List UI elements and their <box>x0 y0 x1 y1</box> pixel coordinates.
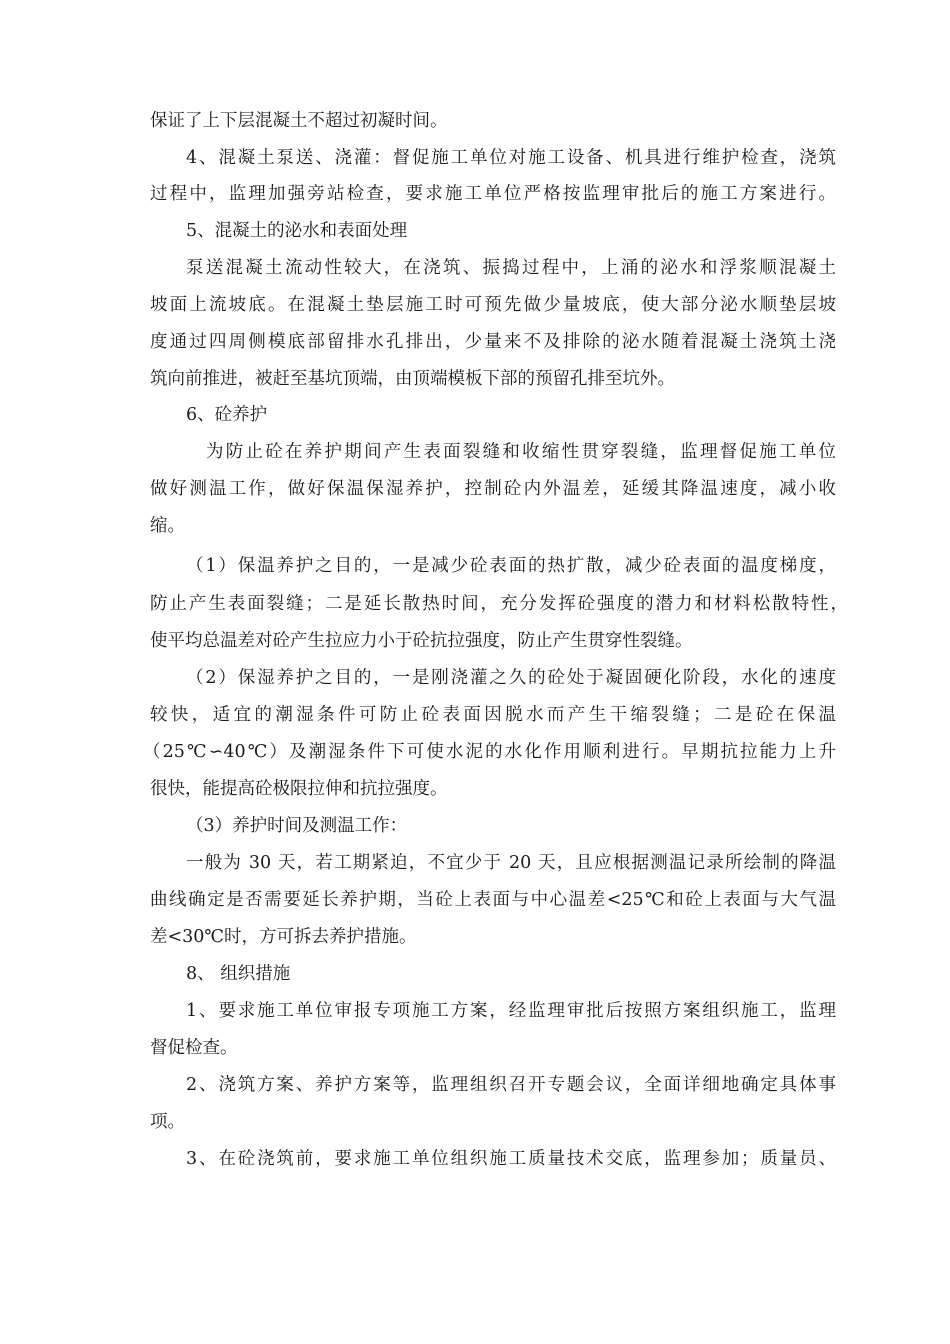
text-line: 保证了上下层混凝土不超过初凝时间。 <box>150 111 448 131</box>
text-line: 缩。 <box>150 516 185 536</box>
text-line: 使平均总温差对砼产生拉应力小于砼抗拉强度，防止产生贯穿性裂缝。 <box>150 631 693 651</box>
text-line: 4、混凝土泵送、浇灌：督促施工单位对施工设备、机具进行维护检查，浇筑 <box>186 148 836 168</box>
text-line: 2、浇筑方案、养护方案等，监理组织召开专题会议，全面详细地确定具体事 <box>186 1075 836 1095</box>
text-line: （2）保湿养护之目的，一是刚浇灌之久的砼处于凝固硬化阶段，水化的速度 <box>186 668 836 688</box>
text-line: 坡面上流坡底。在混凝土垫层施工时可预先做少量坡底，使大部分泌水顺垫层坡 <box>150 295 836 315</box>
text-line: 很快，能提高砼极限拉伸和抗拉强度。 <box>150 779 448 799</box>
section-heading: 8、 组织措施 <box>186 964 291 984</box>
text-line: 泵送混凝土流动性较大，在浇筑、振捣过程中，上涌的泌水和浮浆顺混凝土 <box>186 258 836 278</box>
section-heading: 6、砼养护 <box>186 405 268 425</box>
text-line: 防止产生表面裂缝；二是延长散热时间，充分发挥砼强度的潜力和材料松散特性， <box>150 594 848 614</box>
section-heading: （3）养护时间及测温工作： <box>186 816 408 836</box>
text-line: 过程中，监理加强旁站检查，要求施工单位严格按监理审批后的施工方案进行。 <box>150 184 836 204</box>
text-line: 曲线确定是否需要延长养护期，当砼上表面与中心温差<25℃和砼上表面与大气温 <box>150 890 836 910</box>
text-line: （25℃∽40℃）及潮湿条件下可使水泥的水化作用顺利进行。早期抗拉能力上升 <box>143 742 836 762</box>
text-line: （1）保温养护之目的，一是减少砼表面的热扩散，减少砼表面的温度梯度， <box>186 556 836 576</box>
text-line: 督促检查。 <box>150 1038 238 1058</box>
text-line: 一般为 30 天，若工期紧迫，不宜少于 20 天，且应根据测温记录所绘制的降温 <box>186 853 836 873</box>
section-heading: 5、混凝土的泌水和表面处理 <box>186 221 408 241</box>
text-line: 项。 <box>150 1112 185 1132</box>
text-line: 筑向前推进，被赶至基坑顶端，由顶端模板下部的预留孔排至坑外。 <box>150 369 675 389</box>
text-line: 3、在砼浇筑前，要求施工单位组织施工质量技术交底，监理参加；质量员、 <box>186 1149 836 1169</box>
text-line: 差<30℃时，方可拆去养护措施。 <box>150 927 417 947</box>
text-line: 1、要求施工单位审报专项施工方案，经监理审批后按照方案组织施工，监理 <box>186 1001 836 1021</box>
text-line: 度通过四周侧模底部留排水孔排出，少量来不及排除的泌水随着混凝土浇筑土浇 <box>150 332 836 352</box>
text-line: 做好测温工作，做好保温保湿养护，控制砼内外温差，延缓其降温速度，减小收 <box>150 479 836 499</box>
text-line: 为防止砼在养护期间产生表面裂缝和收缩性贯穿裂缝，监理督促施工单位 <box>206 442 836 462</box>
text-line: 较快，适宜的潮湿条件可防止砼表面因脱水而产生干缩裂缝；二是砼在保温 <box>150 705 836 725</box>
